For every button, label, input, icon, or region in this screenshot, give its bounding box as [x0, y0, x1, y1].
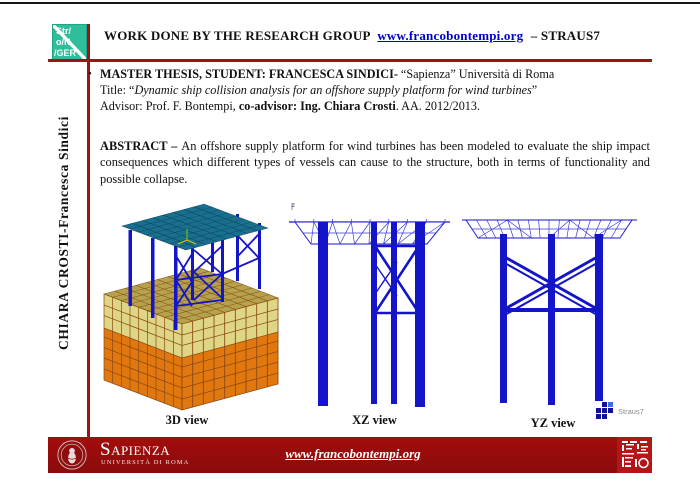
abstract-text: An offshore supply platform for wind turbines has been modeled to evaluate the ship impact consequences which different types of vessels can cause to the structure, both in terms of functionality and possible collapse.	[100, 139, 650, 186]
thesis-advisor-suffix: . AA. 2012/2013.	[395, 98, 481, 113]
thesis-coadvisor-bold: co-advisor: Ing. Chiara Crosti	[238, 98, 396, 113]
sapienza-subtitle: UNIVERSITÀ DI ROMA	[101, 459, 190, 466]
thesis-title-prefix: Title: “	[100, 82, 135, 97]
straus7-logo-label: Straus7	[618, 407, 644, 416]
figure-label-xz: XZ view	[352, 413, 397, 427]
thesis-block	[88, 67, 652, 114]
header-title	[104, 28, 664, 44]
straus7-logo-square	[608, 408, 613, 413]
footer-bar	[48, 437, 652, 473]
header-suffix: – STRAUS7	[530, 28, 601, 43]
straus7-logo-square	[602, 414, 607, 419]
bullet-marker: •	[88, 68, 92, 80]
straus7-logo-square	[608, 402, 613, 407]
figure-yz-view	[462, 198, 657, 419]
header-title-text: WORK DONE BY THE RESEARCH GROUP	[104, 28, 370, 43]
abstract-paragraph	[100, 138, 650, 187]
figure-label-yz: YZ view	[530, 416, 576, 430]
thesis-advisor-prefix: Advisor: Prof. F. Bontempi,	[100, 98, 239, 113]
straus7-logo-square	[596, 408, 601, 413]
straus7-logo-square	[602, 402, 607, 407]
fem-model-3d-image	[92, 198, 282, 412]
straus7-logo-square	[602, 408, 607, 413]
sidebar-author-text: CHIARA CROSTI-Francesca Sindici	[56, 116, 71, 350]
stronger-logo	[52, 24, 87, 61]
header-divider-line	[48, 59, 652, 62]
abstract-label: ABSTRACT –	[100, 139, 182, 153]
figure-label-3d: 3D view	[165, 413, 209, 427]
straus7-logo	[596, 402, 676, 422]
thesis-title-suffix: ”	[531, 82, 538, 97]
thesis-line3	[100, 99, 652, 115]
fem-model-xz-image	[287, 198, 462, 412]
stronger-logo-line1: Str/	[56, 26, 72, 36]
figure-3d-view	[92, 198, 282, 417]
stronger-logo-line3: /GER	[54, 48, 77, 58]
figure-xz-view	[287, 198, 462, 417]
fem-model-yz-image	[462, 198, 657, 414]
thesis-line1	[100, 67, 652, 83]
thesis-line1-bold: MASTER THESIS, STUDENT: FRANCESCA SINDICI-	[100, 67, 398, 81]
header-link[interactable]: www.francobontempi.org	[377, 28, 524, 43]
seal-stamp-icon	[617, 437, 652, 473]
stronger-logo-line2: o/N	[56, 37, 71, 47]
vertical-accent-line	[87, 24, 90, 437]
axis-z-label: z	[292, 203, 295, 209]
thesis-line1-rest: “Sapienza” Università di Roma	[397, 67, 555, 81]
footer-link-wrap	[258, 446, 448, 462]
sapienza-emblem-icon	[56, 439, 88, 471]
top-border-line	[0, 2, 700, 4]
thesis-line2	[100, 83, 652, 99]
thesis-title-italic: Dynamic ship collision analysis for an offshore supply platform for wind turbines	[134, 82, 532, 97]
sapienza-wordmark: Sapienza	[100, 439, 171, 460]
straus7-logo-square	[596, 414, 601, 419]
footer-link[interactable]: www.francobontempi.org	[285, 446, 421, 461]
